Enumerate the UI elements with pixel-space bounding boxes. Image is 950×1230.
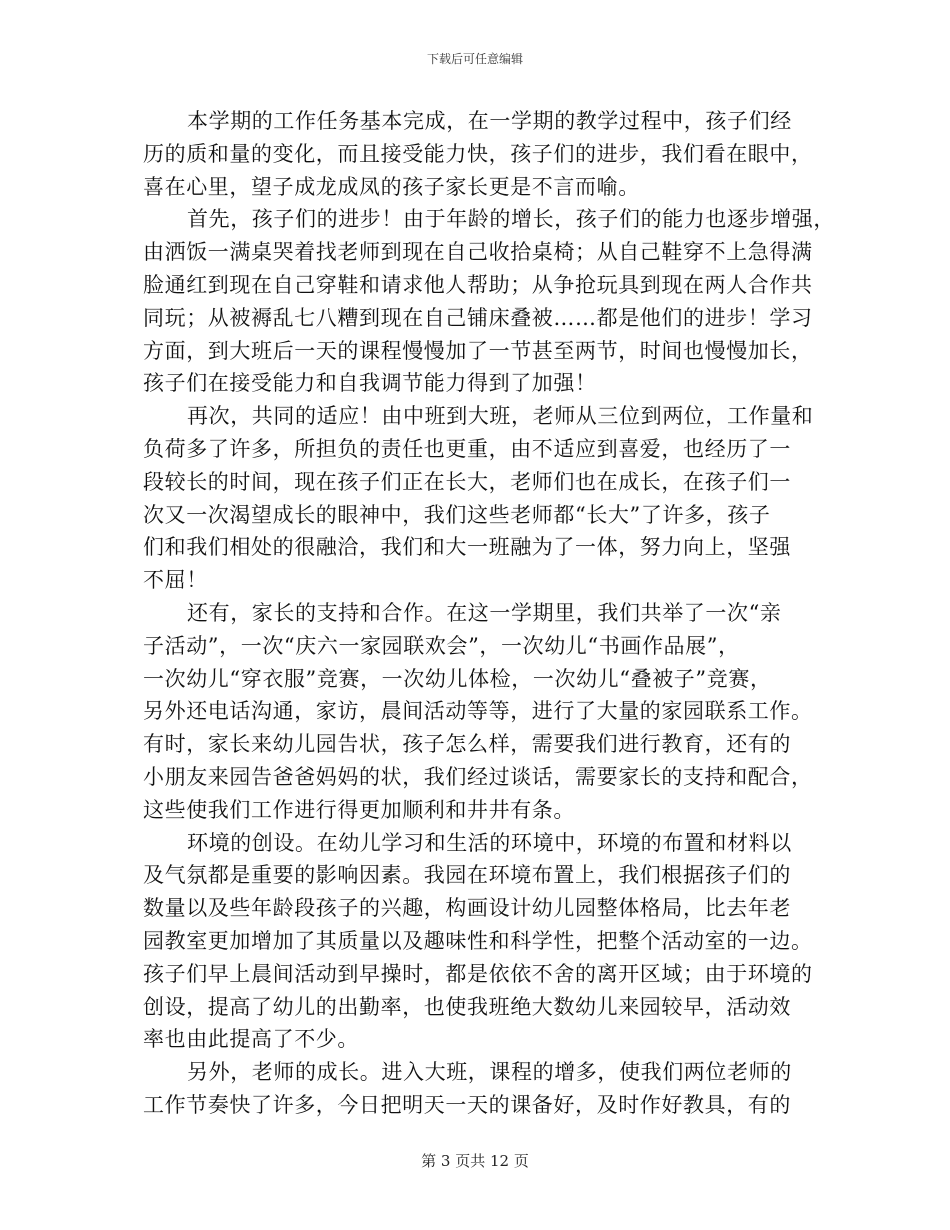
text-line: 孩子们在接受能力和自我调节能力得到了加强！ [143,371,597,396]
text-line: 同玩；从被褥乱七八糟到现在自己铺床叠被……都是他们的进步！学习 [143,305,813,330]
paragraph [143,203,835,400]
text-line: 子活动”，一次“庆六一家园联欢会”，一次幼儿“书画作品展”， [143,633,740,658]
text-line: 率也由此提高了不少。 [143,1027,359,1052]
text-line: 孩子们早上晨间活动到早操时，都是依依不舍的离开区域；由于环境的 [143,961,813,986]
paragraph [143,597,813,827]
text-line: 喜在心里，望子成龙成凤的孩子家长更是不言而喻。 [143,174,640,199]
paragraph [143,827,813,1057]
text-line: 历的质和量的变化，而且接受能力快，孩子们的进步，我们看在眼中， [143,141,813,166]
paragraph [143,105,813,203]
text-line: 再次，共同的适应！由中班到大班，老师从三位到两位，工作量和 [187,404,814,429]
document-body [143,105,835,1122]
text-line: 首先，孩子们的进步！由于年龄的增长，孩子们的能力也逐步增强， [187,207,835,232]
text-line: 环境的创设。在幼儿学习和生活的环境中，环境的布置和材料以 [187,830,792,855]
text-line: 由洒饭一满桌哭着找老师到现在自己收拾桌椅；从自己鞋穿不上急得满 [143,240,813,265]
text-line: 及气氛都是重要的影响因素。我园在环境布置上，我们根据孩子们的 [143,863,791,888]
text-line: 一次幼儿“穿衣服”竞赛，一次幼儿体检，一次幼儿“叠被子”竞赛， [143,666,772,691]
text-line: 次又一次渴望成长的眼神中，我们这些老师都“长大”了许多，孩子 [143,502,771,527]
text-line: 园教室更加增加了其质量以及趣味性和科学性，把整个活动室的一边。 [143,928,813,953]
text-line: 数量以及些年龄段孩子的兴趣，构画设计幼儿园整体格局，比去年老 [143,896,791,921]
page-header: 下载后可任意编辑 [426,52,523,66]
text-line: 本学期的工作任务基本完成，在一学期的教学过程中，孩子们经 [187,109,792,133]
text-line: 工作节奏快了许多，今日把明天一天的课备好，及时作好教具，有的 [143,1092,791,1117]
text-line: 创设，提高了幼儿的出勤率，也使我班绝大数幼儿来园较早，活动效 [143,994,791,1019]
text-line: 段较长的时间，现在孩子们正在长大，老师们也在成长，在孩子们一 [143,469,791,494]
paragraph [143,400,813,597]
text-line: 负荷多了许多，所担负的责任也更重，由不适应到喜爱，也经历了一 [143,436,791,461]
text-line: 方面，到大班后一天的课程慢慢加了一节甚至两节，时间也慢慢加长， [143,338,813,363]
text-line: 另外，老师的成长。进入大班，课程的增多，使我们两位老师的 [187,1060,792,1085]
text-line: 不屈！ [143,568,208,593]
text-line: 这些使我们工作进行得更加顺利和井井有条。 [143,797,575,822]
text-line: 另外还电话沟通，家访，晨间活动等等，进行了大量的家园联系工作。 [143,699,813,724]
text-line: 还有，家长的支持和合作。在这一学期里，我们共举了一次“亲 [187,600,782,625]
page-footer: 第 3 页共 12 页 [421,1152,529,1170]
text-line: 小朋友来园告爸爸妈妈的状，我们经过谈话，需要家长的支持和配合， [143,764,813,789]
text-line: 有时，家长来幼儿园告状，孩子怎么样，需要我们进行教育，还有的 [143,732,791,757]
text-line: 脸通红到现在自己穿鞋和请求他人帮助；从争抢玩具到现在两人合作共 [143,272,813,297]
text-line: 们和我们相处的很融洽，我们和大一班融为了一体，努力向上，坚强 [143,535,791,560]
paragraph [143,1056,813,1122]
